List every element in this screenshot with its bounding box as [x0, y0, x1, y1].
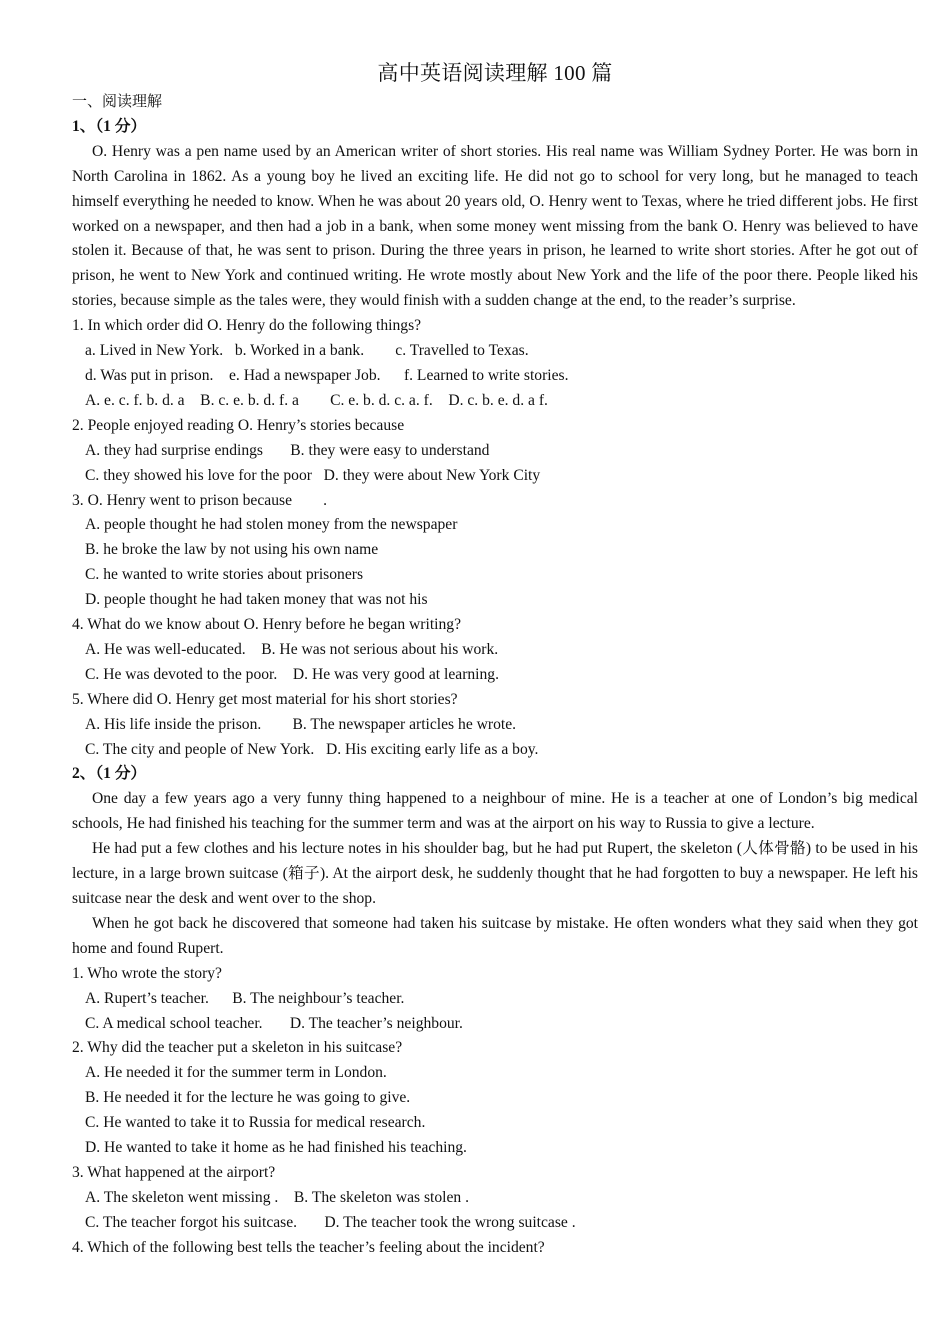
- option-line: C. He was devoted to the poor. D. He was very good at learning.: [85, 665, 500, 683]
- section-heading: 一、阅读理解: [72, 94, 163, 110]
- option-line: A. Rupert’s teacher. B. The neighbour’s teacher.: [85, 989, 405, 1007]
- question-text: 5. Where did O. Henry get most material for his short stories?: [72, 690, 458, 708]
- option-line: B. He needed it for the lecture he was going to give.: [85, 1089, 411, 1107]
- option-line: C. he wanted to write stories about prisoners: [85, 566, 364, 584]
- option-line: C. He wanted to take it to Russia for medical research.: [85, 1114, 426, 1132]
- option-line: A. The skeleton went missing . B. The skeleton was stolen .: [85, 1188, 470, 1206]
- option-line: D. He wanted to take it home as he had finished his teaching.: [85, 1139, 467, 1157]
- passage-2: [72, 762, 918, 1260]
- option-line: A. people thought he had stolen money from the newspaper: [85, 516, 458, 534]
- option-line: C. The teacher forgot his suitcase. D. The teacher took the wrong suitcase .: [85, 1213, 576, 1231]
- option-line: A. they had surprise endings B. they were easy to understand: [85, 441, 490, 459]
- question-text: 4. What do we know about O. Henry before he began writing?: [72, 616, 462, 634]
- option-line: C. The city and people of New York. D. His exciting early life as a boy.: [85, 740, 539, 758]
- passage-number: 1、（1 分）: [72, 117, 147, 135]
- question-text: 2. Why did the teacher put a skeleton in his suitcase?: [72, 1039, 403, 1057]
- option-line: d. Was put in prison. e. Had a newspaper Job. f. Learned to write stories.: [85, 366, 569, 384]
- passage-1: [72, 115, 918, 763]
- option-line: C. A medical school teacher. D. The teacher’s neighbour.: [85, 1014, 463, 1032]
- passage-paragraph: One day a few years ago a very funny thing happened to a neighbour of mine. He is a teacher at one of London’s big medical schools, He had finished his teaching for the summer term and was at the airport on his way to Russia to give a lecture.: [72, 790, 918, 833]
- question-text: 3. O. Henry went to prison because .: [72, 491, 328, 509]
- passage-paragraph: He had put a few clothes and his lecture notes in his shoulder bag, but he had put Rupert, the skeleton (人体骨骼) to be used in his lecture, in a large brown suitcase (箱子). At the airport desk, he suddenly thought that he had forgotten to buy a newspaper. He left his suitcase near the desk and went over to the shop.: [72, 840, 918, 907]
- option-line: C. they showed his love for the poor D. they were about New York City: [85, 466, 541, 484]
- document-title: 高中英语阅读理解 100 篇: [377, 61, 613, 85]
- option-line: B. he broke the law by not using his own name: [85, 541, 379, 559]
- option-line: A. He was well-educated. B. He was not serious about his work.: [85, 640, 499, 658]
- question-text: 1. Who wrote the story?: [72, 964, 222, 982]
- option-line: A. His life inside the prison. B. The newspaper articles he wrote.: [85, 715, 517, 733]
- passage-paragraph: When he got back he discovered that someone had taken his suitcase by mistake. He often wonders what they said when they got home and found Rupert.: [72, 914, 918, 957]
- passage-number: 2、（1 分）: [72, 765, 147, 783]
- option-line: A. e. c. f. b. d. a B. c. e. b. d. f. a C. e. b. d. c. a. f. D. c. b. e. d. a f.: [85, 391, 548, 409]
- passage-paragraph: O. Henry was a pen name used by an American writer of short stories. His real name was William Sydney Porter. He was born in North Carolina in 1862. As a young boy he lived an exciting life. He did not go to school for very long, but he managed to teach himself everything he needed to know. When he was about 20 years old, O. Henry went to Texas, where he tried different jobs. He first worked on a newspaper, and then had a job in a bank, when some money went missing from the bank O. Henry was believed to have stolen it. Because of that, he was sent to prison. During the three years in prison, he learned to write short stories. After he got out of prison, he went to New York and continued writing. He wrote mostly about New York and the life of the poor there. People liked his stories, because simple as the tales were, they would finish with a sudden change at the end, to the reader’s surprise.: [72, 142, 918, 310]
- option-line: a. Lived in New York. b. Worked in a bank. c. Travelled to Texas.: [85, 342, 529, 360]
- document-page: [72, 58, 918, 1261]
- question-text: 2. People enjoyed reading O. Henry’s stories because: [72, 416, 405, 434]
- option-line: D. people thought he had taken money that was not his: [85, 591, 428, 609]
- question-text: 4. Which of the following best tells the teacher’s feeling about the incident?: [72, 1238, 545, 1256]
- option-line: A. He needed it for the summer term in London.: [85, 1064, 387, 1082]
- question-text: 3. What happened at the airport?: [72, 1163, 276, 1181]
- question-text: 1. In which order did O. Henry do the following things?: [72, 317, 422, 335]
